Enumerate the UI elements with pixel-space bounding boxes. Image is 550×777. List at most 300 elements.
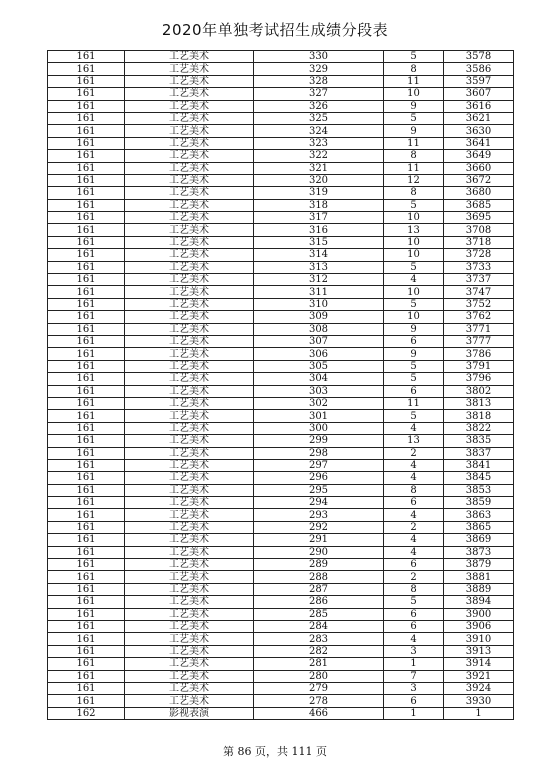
cell-cumulative: 3752: [444, 298, 514, 310]
cell-code: 161: [48, 187, 125, 199]
cell-count: 8: [384, 150, 444, 162]
cell-category: 工艺美术: [125, 137, 254, 149]
table-row: [48, 348, 514, 360]
cell-count: 6: [384, 620, 444, 632]
cell-category: 工艺美术: [125, 249, 254, 261]
cell-score: 287: [254, 583, 384, 595]
cell-category: 工艺美术: [125, 484, 254, 496]
cell-count: 5: [384, 112, 444, 124]
cell-category: 工艺美术: [125, 112, 254, 124]
table-row: [48, 658, 514, 670]
cell-count: 4: [384, 509, 444, 521]
cell-code: 161: [48, 422, 125, 434]
table-row: [48, 112, 514, 124]
cell-code: 161: [48, 137, 125, 149]
table-row: [48, 199, 514, 211]
table-row: [48, 100, 514, 112]
cell-category: 工艺美术: [125, 298, 254, 310]
cell-score: 295: [254, 484, 384, 496]
cell-score: 313: [254, 261, 384, 273]
cell-score: 296: [254, 472, 384, 484]
cell-score: 282: [254, 645, 384, 657]
cell-code: 161: [48, 88, 125, 100]
table-row: [48, 298, 514, 310]
table-row: [48, 274, 514, 286]
table-row: [48, 682, 514, 694]
cell-code: 161: [48, 670, 125, 682]
cell-count: 5: [384, 298, 444, 310]
page-footer: 第 86 页，共 111 页: [223, 745, 327, 758]
cell-cumulative: 3708: [444, 224, 514, 236]
cell-code: 161: [48, 112, 125, 124]
cell-category: 工艺美术: [125, 236, 254, 248]
cell-code: 161: [48, 682, 125, 694]
cell-cumulative: 3813: [444, 397, 514, 409]
cell-category: 工艺美术: [125, 682, 254, 694]
cell-count: 6: [384, 608, 444, 620]
table-row: [48, 125, 514, 137]
cell-score: 288: [254, 571, 384, 583]
cell-cumulative: 3616: [444, 100, 514, 112]
cell-count: 13: [384, 224, 444, 236]
cell-category: 工艺美术: [125, 261, 254, 273]
cell-code: 161: [48, 608, 125, 620]
table-row: [48, 459, 514, 471]
cell-count: 5: [384, 596, 444, 608]
cell-count: 4: [384, 459, 444, 471]
cell-score: 289: [254, 559, 384, 571]
cell-cumulative: 3869: [444, 534, 514, 546]
cell-category: 工艺美术: [125, 224, 254, 236]
table-row: [48, 249, 514, 261]
cell-count: 11: [384, 162, 444, 174]
cell-code: 161: [48, 385, 125, 397]
cell-cumulative: 3695: [444, 212, 514, 224]
cell-category: 工艺美术: [125, 559, 254, 571]
table-row: [48, 63, 514, 75]
cell-count: 9: [384, 323, 444, 335]
cell-count: 2: [384, 571, 444, 583]
cell-cumulative: 3718: [444, 236, 514, 248]
cell-cumulative: 3685: [444, 199, 514, 211]
cell-category: 工艺美术: [125, 472, 254, 484]
cell-category: 工艺美术: [125, 422, 254, 434]
cell-score: 307: [254, 335, 384, 347]
cell-code: 161: [48, 274, 125, 286]
cell-score: 316: [254, 224, 384, 236]
cell-category: 工艺美术: [125, 583, 254, 595]
table-row: [48, 435, 514, 447]
cell-code: 161: [48, 63, 125, 75]
cell-cumulative: 3837: [444, 447, 514, 459]
cell-category: 工艺美术: [125, 608, 254, 620]
table-row: [48, 472, 514, 484]
cell-cumulative: 3597: [444, 75, 514, 87]
cell-cumulative: 3630: [444, 125, 514, 137]
cell-score: 309: [254, 311, 384, 323]
cell-score: 323: [254, 137, 384, 149]
cell-cumulative: 3777: [444, 335, 514, 347]
cell-score: 308: [254, 323, 384, 335]
cell-score: 284: [254, 620, 384, 632]
cell-score: 298: [254, 447, 384, 459]
cell-category: 工艺美术: [125, 150, 254, 162]
cell-score: 281: [254, 658, 384, 670]
cell-score: 320: [254, 174, 384, 186]
cell-cumulative: 3802: [444, 385, 514, 397]
cell-category: 工艺美术: [125, 212, 254, 224]
cell-score: 278: [254, 695, 384, 707]
cell-score: 315: [254, 236, 384, 248]
cell-count: 4: [384, 422, 444, 434]
cell-count: 6: [384, 335, 444, 347]
cell-code: 161: [48, 596, 125, 608]
cell-score: 304: [254, 373, 384, 385]
cell-category: 工艺美术: [125, 75, 254, 87]
cell-category: 工艺美术: [125, 410, 254, 422]
cell-code: 161: [48, 695, 125, 707]
cell-cumulative: 3889: [444, 583, 514, 595]
cell-cumulative: 3894: [444, 596, 514, 608]
cell-cumulative: 3786: [444, 348, 514, 360]
table-row: [48, 633, 514, 645]
cell-cumulative: 3578: [444, 51, 514, 63]
cell-code: 161: [48, 571, 125, 583]
cell-code: 161: [48, 360, 125, 372]
table-row: [48, 559, 514, 571]
cell-code: 161: [48, 286, 125, 298]
cell-score: 283: [254, 633, 384, 645]
cell-count: 5: [384, 360, 444, 372]
cell-count: 8: [384, 187, 444, 199]
cell-count: 11: [384, 75, 444, 87]
cell-category: 工艺美术: [125, 51, 254, 63]
score-table-body: [48, 51, 514, 720]
cell-code: 161: [48, 410, 125, 422]
cell-count: 7: [384, 670, 444, 682]
cell-code: 161: [48, 459, 125, 471]
cell-count: 1: [384, 658, 444, 670]
cell-cumulative: 3835: [444, 435, 514, 447]
table-row: [48, 608, 514, 620]
cell-cumulative: 3762: [444, 311, 514, 323]
cell-count: 12: [384, 174, 444, 186]
cell-cumulative: 3822: [444, 422, 514, 434]
cell-cumulative: 3737: [444, 274, 514, 286]
cell-cumulative: 3863: [444, 509, 514, 521]
cell-category: 工艺美术: [125, 174, 254, 186]
cell-category: 工艺美术: [125, 695, 254, 707]
cell-score: 299: [254, 435, 384, 447]
table-row: [48, 335, 514, 347]
cell-cumulative: 3914: [444, 658, 514, 670]
cell-cumulative: 3879: [444, 559, 514, 571]
cell-code: 161: [48, 162, 125, 174]
cell-category: 工艺美术: [125, 633, 254, 645]
cell-cumulative: 3930: [444, 695, 514, 707]
cell-code: 162: [48, 707, 125, 719]
cell-code: 161: [48, 212, 125, 224]
cell-count: 8: [384, 484, 444, 496]
cell-code: 161: [48, 323, 125, 335]
cell-cumulative: 3747: [444, 286, 514, 298]
cell-score: 291: [254, 534, 384, 546]
cell-category: 工艺美术: [125, 199, 254, 211]
cell-score: 329: [254, 63, 384, 75]
table-row: [48, 484, 514, 496]
cell-cumulative: 1: [444, 707, 514, 719]
cell-score: 318: [254, 199, 384, 211]
cell-score: 325: [254, 112, 384, 124]
cell-score: 285: [254, 608, 384, 620]
cell-code: 161: [48, 199, 125, 211]
table-row: [48, 51, 514, 63]
table-row: [48, 670, 514, 682]
table-row: [48, 137, 514, 149]
cell-category: 工艺美术: [125, 658, 254, 670]
cell-count: 10: [384, 311, 444, 323]
cell-count: 5: [384, 261, 444, 273]
cell-code: 161: [48, 620, 125, 632]
cell-cumulative: 3641: [444, 137, 514, 149]
cell-count: 4: [384, 546, 444, 558]
cell-category: 工艺美术: [125, 373, 254, 385]
cell-cumulative: 3586: [444, 63, 514, 75]
cell-code: 161: [48, 546, 125, 558]
cell-category: 工艺美术: [125, 274, 254, 286]
cell-category: 工艺美术: [125, 385, 254, 397]
cell-count: 6: [384, 385, 444, 397]
cell-category: 工艺美术: [125, 435, 254, 447]
cell-code: 161: [48, 559, 125, 571]
cell-score: 286: [254, 596, 384, 608]
cell-cumulative: 3733: [444, 261, 514, 273]
cell-cumulative: 3728: [444, 249, 514, 261]
cell-category: 工艺美术: [125, 125, 254, 137]
cell-category: 工艺美术: [125, 335, 254, 347]
cell-code: 161: [48, 174, 125, 186]
cell-count: 10: [384, 249, 444, 261]
cell-code: 161: [48, 125, 125, 137]
cell-code: 161: [48, 658, 125, 670]
cell-count: 10: [384, 286, 444, 298]
cell-score: 297: [254, 459, 384, 471]
cell-cumulative: 3680: [444, 187, 514, 199]
cell-category: 工艺美术: [125, 546, 254, 558]
cell-code: 161: [48, 75, 125, 87]
cell-code: 161: [48, 397, 125, 409]
cell-cumulative: 3841: [444, 459, 514, 471]
cell-category: 工艺美术: [125, 100, 254, 112]
cell-count: 2: [384, 447, 444, 459]
cell-cumulative: 3607: [444, 88, 514, 100]
cell-category: 影视表演: [125, 707, 254, 719]
cell-code: 161: [48, 100, 125, 112]
cell-score: 330: [254, 51, 384, 63]
table-row: [48, 88, 514, 100]
cell-category: 工艺美术: [125, 620, 254, 632]
cell-score: 311: [254, 286, 384, 298]
table-row: [48, 187, 514, 199]
cell-count: 6: [384, 497, 444, 509]
cell-count: 5: [384, 410, 444, 422]
cell-score: 328: [254, 75, 384, 87]
cell-score: 306: [254, 348, 384, 360]
cell-count: 4: [384, 274, 444, 286]
cell-code: 161: [48, 509, 125, 521]
cell-code: 161: [48, 298, 125, 310]
table-row: [48, 224, 514, 236]
cell-code: 161: [48, 435, 125, 447]
table-row: [48, 150, 514, 162]
cell-score: 290: [254, 546, 384, 558]
table-row: [48, 497, 514, 509]
cell-score: 322: [254, 150, 384, 162]
cell-code: 161: [48, 249, 125, 261]
cell-score: 279: [254, 682, 384, 694]
cell-score: 302: [254, 397, 384, 409]
table-row: [48, 546, 514, 558]
table-row: [48, 521, 514, 533]
cell-score: 324: [254, 125, 384, 137]
table-row: [48, 447, 514, 459]
cell-cumulative: 3771: [444, 323, 514, 335]
cell-count: 4: [384, 472, 444, 484]
table-row: [48, 311, 514, 323]
cell-code: 161: [48, 335, 125, 347]
cell-cumulative: 3910: [444, 633, 514, 645]
cell-cumulative: 3818: [444, 410, 514, 422]
cell-count: 11: [384, 397, 444, 409]
cell-count: 8: [384, 583, 444, 595]
cell-score: 292: [254, 521, 384, 533]
table-row: [48, 583, 514, 595]
cell-code: 161: [48, 497, 125, 509]
cell-score: 327: [254, 88, 384, 100]
cell-category: 工艺美术: [125, 670, 254, 682]
cell-count: 8: [384, 63, 444, 75]
table-row: [48, 695, 514, 707]
cell-category: 工艺美术: [125, 162, 254, 174]
cell-cumulative: 3845: [444, 472, 514, 484]
cell-cumulative: 3660: [444, 162, 514, 174]
cell-score: 300: [254, 422, 384, 434]
table-row: [48, 645, 514, 657]
cell-code: 161: [48, 224, 125, 236]
cell-category: 工艺美术: [125, 447, 254, 459]
cell-code: 161: [48, 150, 125, 162]
table-row: [48, 75, 514, 87]
cell-category: 工艺美术: [125, 509, 254, 521]
cell-count: 10: [384, 236, 444, 248]
cell-score: 466: [254, 707, 384, 719]
table-row: [48, 397, 514, 409]
cell-score: 314: [254, 249, 384, 261]
table-row: [48, 212, 514, 224]
cell-score: 293: [254, 509, 384, 521]
cell-count: 9: [384, 100, 444, 112]
cell-category: 工艺美术: [125, 521, 254, 533]
cell-score: 321: [254, 162, 384, 174]
cell-score: 317: [254, 212, 384, 224]
score-table: [47, 50, 514, 720]
cell-count: 9: [384, 348, 444, 360]
cell-count: 6: [384, 695, 444, 707]
table-row: [48, 174, 514, 186]
cell-count: 10: [384, 212, 444, 224]
table-row: [48, 422, 514, 434]
cell-cumulative: 3921: [444, 670, 514, 682]
cell-count: 6: [384, 559, 444, 571]
cell-cumulative: 3906: [444, 620, 514, 632]
cell-code: 161: [48, 236, 125, 248]
table-row: [48, 360, 514, 372]
cell-score: 301: [254, 410, 384, 422]
cell-category: 工艺美术: [125, 323, 254, 335]
cell-code: 161: [48, 645, 125, 657]
cell-code: 161: [48, 348, 125, 360]
table-row: [48, 286, 514, 298]
cell-cumulative: 3873: [444, 546, 514, 558]
table-row: [48, 534, 514, 546]
cell-count: 3: [384, 645, 444, 657]
cell-count: 10: [384, 88, 444, 100]
cell-score: 303: [254, 385, 384, 397]
cell-category: 工艺美术: [125, 187, 254, 199]
table-row: [48, 571, 514, 583]
cell-cumulative: 3621: [444, 112, 514, 124]
cell-category: 工艺美术: [125, 645, 254, 657]
table-row: [48, 162, 514, 174]
cell-score: 280: [254, 670, 384, 682]
cell-score: 310: [254, 298, 384, 310]
cell-count: 13: [384, 435, 444, 447]
cell-count: 9: [384, 125, 444, 137]
cell-category: 工艺美术: [125, 286, 254, 298]
table-row: [48, 385, 514, 397]
cell-cumulative: 3791: [444, 360, 514, 372]
cell-count: 3: [384, 682, 444, 694]
cell-cumulative: 3900: [444, 608, 514, 620]
cell-cumulative: 3924: [444, 682, 514, 694]
cell-count: 1: [384, 707, 444, 719]
cell-cumulative: 3649: [444, 150, 514, 162]
table-row: [48, 707, 514, 719]
cell-score: 305: [254, 360, 384, 372]
cell-category: 工艺美术: [125, 596, 254, 608]
cell-count: 2: [384, 521, 444, 533]
cell-code: 161: [48, 51, 125, 63]
cell-code: 161: [48, 633, 125, 645]
cell-category: 工艺美术: [125, 571, 254, 583]
cell-code: 161: [48, 534, 125, 546]
cell-category: 工艺美术: [125, 497, 254, 509]
cell-count: 5: [384, 373, 444, 385]
cell-count: 11: [384, 137, 444, 149]
cell-score: 312: [254, 274, 384, 286]
cell-count: 5: [384, 199, 444, 211]
cell-count: 5: [384, 51, 444, 63]
table-row: [48, 261, 514, 273]
table-row: [48, 373, 514, 385]
cell-cumulative: 3913: [444, 645, 514, 657]
cell-code: 161: [48, 583, 125, 595]
cell-cumulative: 3881: [444, 571, 514, 583]
table-row: [48, 236, 514, 248]
cell-count: 4: [384, 633, 444, 645]
cell-category: 工艺美术: [125, 397, 254, 409]
cell-code: 161: [48, 484, 125, 496]
